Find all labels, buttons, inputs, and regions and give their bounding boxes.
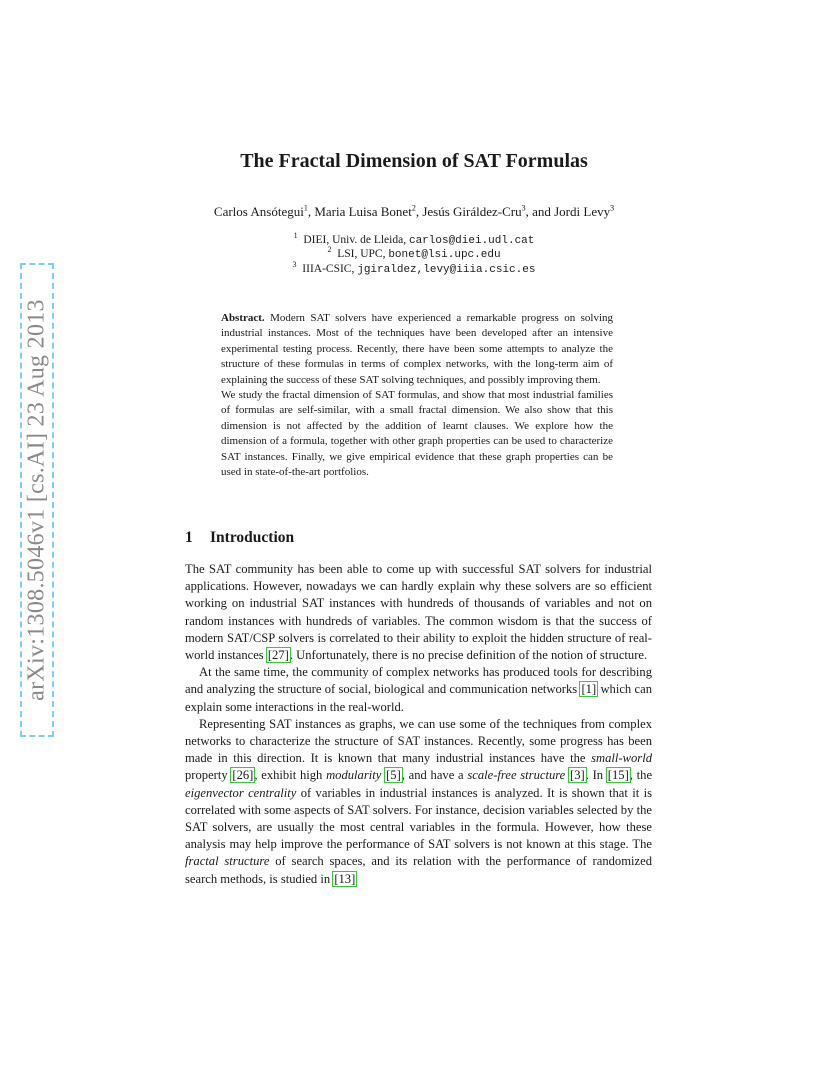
- arxiv-identifier[interactable]: arXiv:1308.5046v1 [cs.AI] 23 Aug 2013: [23, 299, 50, 701]
- citation-link[interactable]: [15]: [607, 768, 629, 783]
- author-affil-mark: 1: [303, 203, 308, 213]
- citation-link[interactable]: [1]: [581, 682, 597, 697]
- section-number: 1: [185, 529, 193, 546]
- affiliation-line: [0, 260, 828, 276]
- emphasis-term: fractal structure: [185, 854, 270, 869]
- abstract-paragraph: [221, 311, 613, 388]
- author-name: Carlos Ansótegui: [213, 204, 304, 219]
- section-heading: [185, 529, 294, 547]
- emphasis-term: modularity: [326, 768, 382, 783]
- body-text-run: , and have a: [401, 768, 468, 783]
- author-separator: , and: [525, 204, 555, 219]
- affiliation-mark: 1: [293, 231, 298, 241]
- body-paragraph: [185, 664, 652, 716]
- body-text-run: At the same time, the community of complex networks has produced tools for describing and analyzing the structure of social, biological and communication networks: [185, 665, 652, 697]
- body-text-run: which can explain some interactions in the real-world.: [185, 682, 652, 714]
- body-text-run: of search spaces, and its relation with the performance of randomized search methods, is studied in: [185, 854, 652, 886]
- body-paragraph: [185, 716, 652, 888]
- author-name: Jordi Levy: [554, 204, 611, 219]
- body-text-run: property: [185, 768, 232, 783]
- author-affil-mark: 3: [610, 203, 615, 213]
- affiliation-email[interactable]: carlos@diei.udl.cat: [408, 235, 535, 247]
- abstract-text: Modern SAT solvers have experienced a remarkable progress on solving industrial instances. Most of the techniques have been developed after an intensive experimental testing process. Recently, there have been some attempts to analyze the structure of these formulas in terms of complex networks, with the long-term aim of explaining the success of these SAT solving techniques, and possibly improving them.: [221, 312, 613, 386]
- author-list: [0, 204, 828, 220]
- citation-link[interactable]: [26]: [232, 768, 254, 783]
- paper-title: The Fractal Dimension of SAT Formulas: [240, 150, 588, 172]
- affiliation-line: [0, 231, 828, 247]
- body-text-run: , the: [629, 768, 653, 783]
- affiliation-mark: 2: [327, 245, 332, 255]
- author-separator: ,: [307, 204, 315, 219]
- affiliation-org: DIEI, Univ. de Lleida,: [303, 234, 409, 246]
- body-text-run: The SAT community has been able to come up with successful SAT solvers for industrial applications. However, nowadays we can hardly explain why these solvers are so efficient working on industrial SAT instances with hundreds of thousands of variables and not on random instances with hundreds of variables. The common wisdom is that the success of modern SAT/CSP solvers is correlated to their ability to exploit the hidden structure of real-world instances: [185, 562, 652, 663]
- body-text-run: . In: [585, 768, 607, 783]
- abstract: [221, 311, 613, 480]
- emphasis-term: small-world: [591, 751, 652, 766]
- citation-link[interactable]: [5]: [386, 768, 401, 783]
- section-title: Introduction: [210, 529, 295, 546]
- body-text-run: Representing SAT instances as graphs, we can use some of the techniques from complex networks to characterize the structure of SAT instances. Recently, some progress has been made in this direction. It is known that many industrial instances have the: [185, 716, 652, 766]
- citation-link[interactable]: [13]: [334, 871, 356, 886]
- emphasis-term: scale-free structure: [467, 768, 566, 783]
- citation-link[interactable]: [3]: [570, 768, 585, 783]
- body-text-run: of variables in industrial instances is analyzed. It is shown that it is correlated with some aspects of SAT solvers. For instance, decision variables selected by the SAT solvers, are usually the most central variables in the formula. However, how these analysis may help improve the performance of SAT solvers is not known at this stage. The: [185, 785, 652, 852]
- abstract-label: Abstract.: [221, 312, 265, 324]
- body-paragraph: [185, 561, 652, 664]
- affiliation-line: [0, 245, 828, 261]
- affiliation-email[interactable]: bonet@lsi.upc.edu: [388, 249, 501, 261]
- affiliation-mark: 3: [292, 260, 297, 270]
- introduction-body: [185, 561, 652, 888]
- affiliation-email[interactable]: jgiraldez,levy@iiia.csic.es: [357, 264, 536, 276]
- author-name: Jesús Giráldez-Cru: [422, 204, 522, 219]
- body-text-run: . Unfortunately, there is no precise definition of the notion of structure.: [289, 648, 648, 663]
- author-affil-mark: 2: [411, 203, 416, 213]
- abstract-paragraph: We study the fractal dimension of SAT formulas, and show that most industrial families of formulas are self-similar, with a small fractal dimension. We also show that this dimension is not affected by the addition of learnt clauses. We explore how the dimension of a formula, together with other graph properties can be used to characterize SAT instances. Finally, we give empirical evidence that these graph properties can be used in state-of-the-art portfolios.: [221, 389, 613, 479]
- author-name: Maria Luisa Bonet: [314, 204, 412, 219]
- author-separator: ,: [415, 204, 423, 219]
- affiliation-org: LSI, UPC,: [337, 248, 389, 260]
- author-affil-mark: 3: [521, 203, 526, 213]
- affiliation-org: IIIA-CSIC,: [302, 263, 358, 275]
- body-text-run: , exhibit high: [254, 768, 327, 783]
- emphasis-term: eigenvector centrality: [185, 785, 297, 800]
- citation-link[interactable]: [27]: [267, 648, 289, 663]
